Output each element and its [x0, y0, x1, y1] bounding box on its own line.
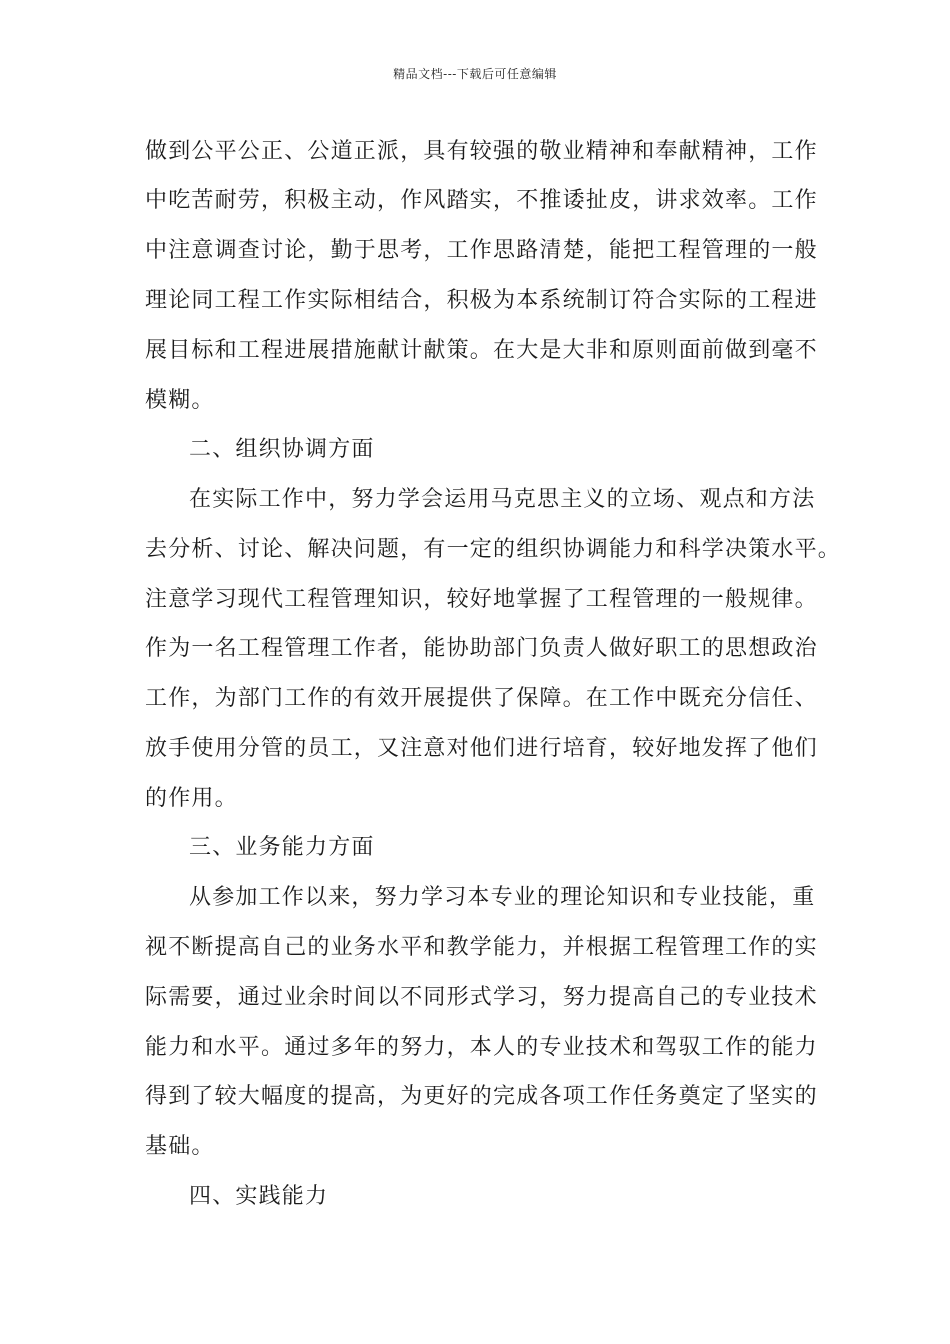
paragraph-line: 基础。 [145, 1134, 215, 1159]
paragraph-line: 去分析、讨论、解决问题，有一定的组织协调能力和科学决策水平。 [145, 537, 842, 562]
paragraph-line: 得到了较大幅度的提高，为更好的完成各项工作任务奠定了坚实的 [145, 1084, 818, 1109]
paragraph-line: 做到公平公正、公道正派，具有较强的敬业精神和奉献精神，工作 [145, 139, 818, 164]
paragraph-line: 作为一名工程管理工作者，能协助部门负责人做好职工的思想政治 [145, 636, 818, 661]
section-heading: 四、实践能力 [189, 1184, 329, 1209]
paragraph-line: 工作，为部门工作的有效开展提供了保障。在工作中既充分信任、 [145, 686, 818, 711]
paragraph-line: 视不断提高自己的业务水平和教学能力，并根据工程管理工作的实 [145, 935, 818, 960]
paragraph-line: 际需要，通过业余时间以不同形式学习，努力提高自己的专业技术 [145, 985, 818, 1010]
section-heading: 二、组织协调方面 [189, 437, 375, 462]
paragraph-line: 注意学习现代工程管理知识，较好地掌握了工程管理的一般规律。 [145, 587, 818, 612]
paragraph-line: 中吃苦耐劳，积极主动，作风踏实，不推诿扯皮，讲求效率。工作 [145, 188, 818, 213]
paragraph-line: 展目标和工程进展措施献计献策。在大是大非和原则面前做到毫不 [145, 338, 818, 363]
paragraph-line: 放手使用分管的员工，又注意对他们进行培育，较好地发挥了他们 [145, 736, 818, 761]
paragraph-line: 模糊。 [145, 388, 215, 413]
paragraph-line: 理论同工程工作实际相结合，积极为本系统制订符合实际的工程进 [145, 288, 818, 313]
paragraph-line: 在实际工作中，努力学会运用马克思主义的立场、观点和方法 [189, 487, 816, 512]
paragraph-line: 能力和水平。通过多年的努力，本人的专业技术和驾驭工作的能力 [145, 1035, 818, 1060]
paragraph-line: 从参加工作以来，努力学习本专业的理论知识和专业技能，重 [189, 885, 816, 910]
paragraph-line: 中注意调查讨论，勤于思考，工作思路清楚，能把工程管理的一般 [145, 238, 818, 263]
page-header: 精品文档---下载后可任意编辑 [393, 67, 557, 81]
section-heading: 三、业务能力方面 [189, 835, 375, 860]
paragraph-line: 的作用。 [145, 786, 238, 811]
